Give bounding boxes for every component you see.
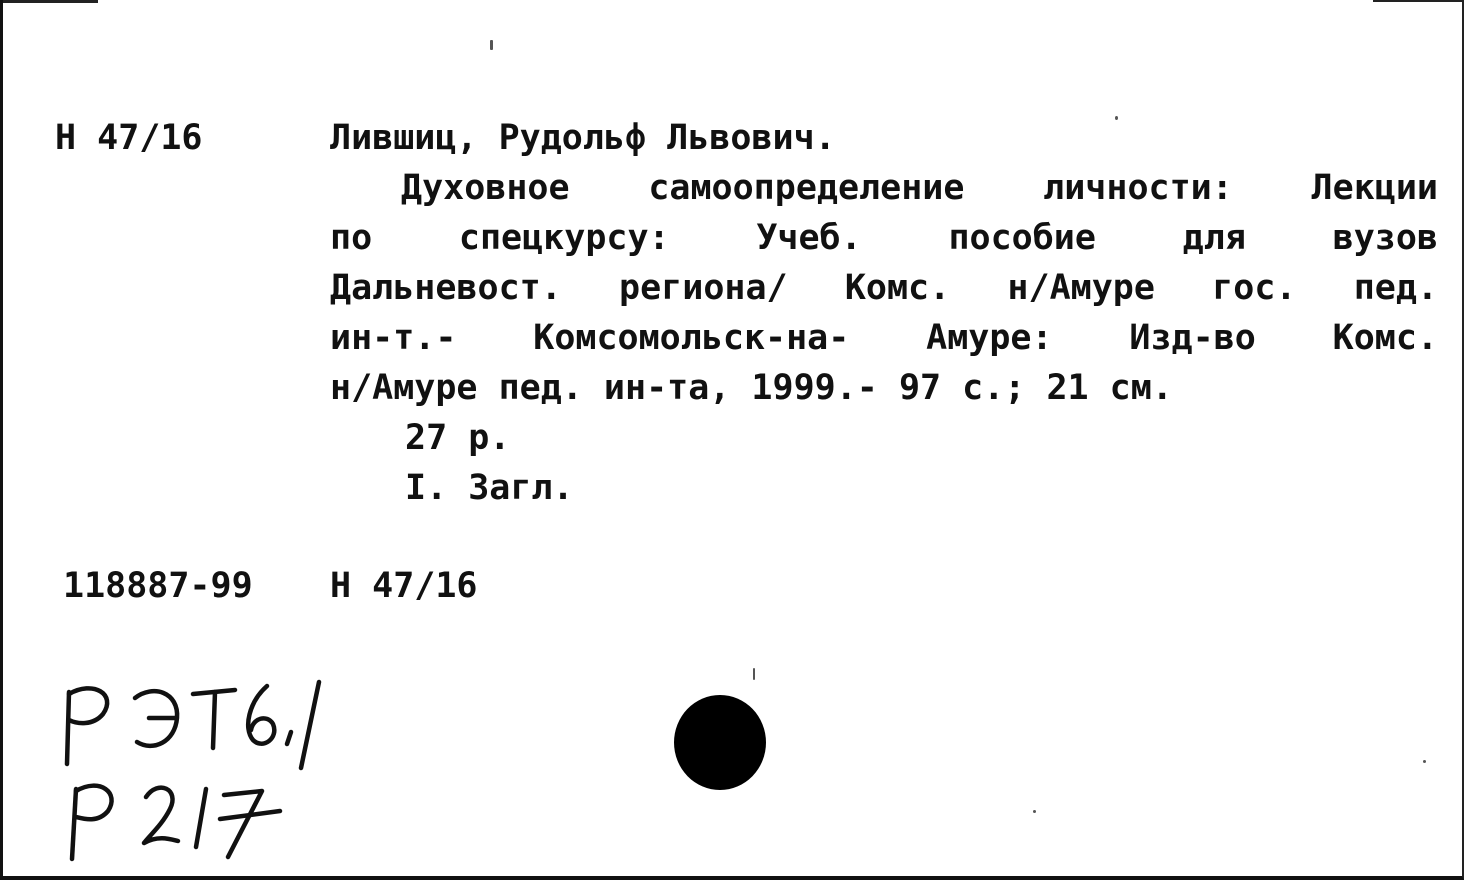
handwritten-author-mark — [58, 775, 288, 865]
description-line: н/Амуре пед. ин-та, 1999.- 97 с.; 21 см. — [330, 368, 1173, 408]
price: 27 р. — [405, 418, 511, 458]
scan-speck — [1423, 760, 1426, 763]
top-edge-rule — [3, 0, 98, 3]
call-number: Н 47/16 — [55, 118, 203, 158]
description-line: Дальневост. региона/ Комс. н/Амуре гос. пед. — [330, 268, 1438, 308]
tracing: I. Загл. — [405, 468, 574, 508]
author-heading: Лившиц, Рудольф Львович. — [330, 118, 836, 158]
description-line: по спецкурсу: Учеб. пособие для вузов — [330, 218, 1438, 258]
handwritten-classification — [53, 672, 333, 772]
punch-hole — [674, 695, 766, 790]
top-edge-rule — [1373, 0, 1464, 2]
scan-speck — [753, 668, 755, 680]
scan-speck — [1033, 810, 1036, 813]
description-line: ин-т.- Комсомольск-на- Амуре: Изд-во Комс. — [330, 318, 1438, 358]
description-line: Духовное самоопределение личности: Лекции — [401, 168, 1438, 208]
accession-number: 118887-99 — [63, 566, 253, 606]
scan-speck — [1115, 116, 1118, 120]
shelf-mark: Н 47/16 — [330, 566, 478, 606]
scan-speck — [490, 40, 493, 50]
